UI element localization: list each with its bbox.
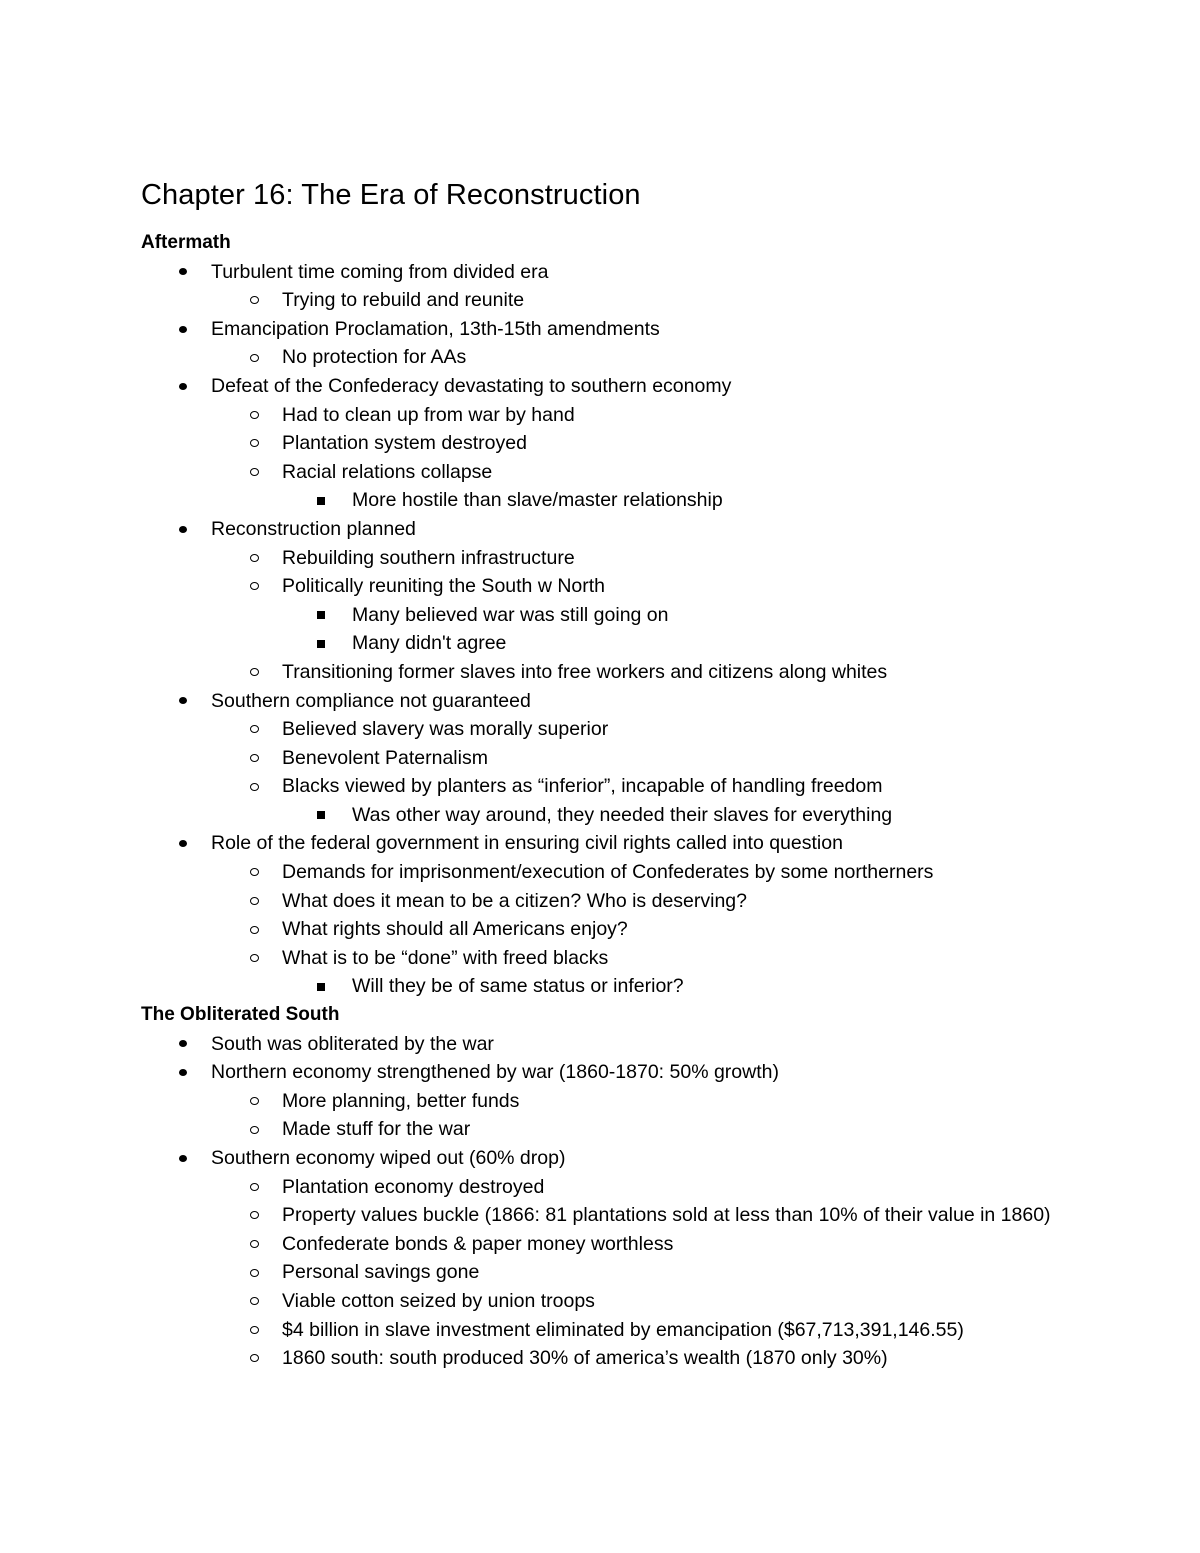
hollow-circle-bullet-icon <box>250 1115 259 1144</box>
list-item-text: Plantation system destroyed <box>282 432 527 455</box>
hollow-circle-bullet-icon <box>250 1087 259 1116</box>
list-item-text: Was other way around, they needed their slaves for everything <box>352 803 893 826</box>
list-item-text: Defeat of the Confederacy devastating to southern economy <box>211 374 732 397</box>
list-item <box>141 258 1081 287</box>
list-item <box>141 829 1081 858</box>
hollow-circle-bullet-icon <box>250 458 259 487</box>
list-item <box>141 315 1081 344</box>
square-bullet-icon <box>317 972 325 1001</box>
list-item-text: Will they be of same status or inferior? <box>352 975 684 998</box>
bullet-list <box>141 1030 1081 1373</box>
section-heading: The Obliterated South <box>141 1004 340 1026</box>
section-heading: Aftermath <box>141 232 231 253</box>
hollow-circle-bullet-icon <box>250 1316 259 1345</box>
list-item <box>141 1115 1081 1144</box>
list-item <box>141 1058 1081 1087</box>
list-item <box>141 944 1081 973</box>
document-body <box>141 229 1081 1373</box>
hollow-circle-bullet-icon <box>250 572 259 601</box>
list-item <box>141 1344 1081 1373</box>
filled-circle-bullet-icon <box>179 372 187 401</box>
list-item <box>141 601 1081 630</box>
list-item-text: South was obliterated by the war <box>211 1032 494 1055</box>
list-item <box>141 572 1081 601</box>
list-item-text: $4 billion in slave investment eliminated by emancipation ($67,713,391,146.55) <box>282 1318 964 1341</box>
list-item <box>141 286 1081 315</box>
list-item <box>141 772 1081 801</box>
list-item-text: Role of the federal government in ensuring civil rights called into question <box>211 832 843 855</box>
hollow-circle-bullet-icon <box>250 772 259 801</box>
list-item-text: Blacks viewed by planters as “inferior”, incapable of handling freedom <box>282 775 883 798</box>
list-item <box>141 687 1081 716</box>
list-item-text: Property values buckle (1866: 81 plantations sold at less than 10% of their value in 1860) <box>282 1204 1051 1227</box>
list-item-text: 1860 south: south produced 30% of america’s wealth (1870 only 30%) <box>282 1347 888 1370</box>
hollow-circle-bullet-icon <box>250 286 259 315</box>
hollow-circle-bullet-icon <box>250 887 259 916</box>
list-item-text: Viable cotton seized by union troops <box>282 1289 595 1312</box>
square-bullet-icon <box>317 801 325 830</box>
list-item <box>141 544 1081 573</box>
list-item-text: What is to be “done” with freed blacks <box>282 946 609 969</box>
filled-circle-bullet-icon <box>179 829 187 858</box>
bullet-list <box>141 258 1081 1001</box>
list-item <box>141 744 1081 773</box>
hollow-circle-bullet-icon <box>250 658 259 687</box>
list-item <box>141 458 1081 487</box>
list-item-text: Confederate bonds & paper money worthless <box>282 1232 674 1255</box>
list-item-text: Made stuff for the war <box>282 1118 471 1141</box>
hollow-circle-bullet-icon <box>250 1173 259 1202</box>
list-item <box>141 858 1081 887</box>
list-item-text: Many believed war was still going on <box>352 603 669 626</box>
list-item-text: Southern compliance not guaranteed <box>211 689 531 712</box>
list-item <box>141 515 1081 544</box>
square-bullet-icon <box>317 629 325 658</box>
list-item <box>141 915 1081 944</box>
hollow-circle-bullet-icon <box>250 715 259 744</box>
list-item <box>141 1230 1081 1259</box>
list-item-text: Northern economy strengthened by war (1860-1870: 50% growth) <box>211 1061 779 1084</box>
page-title: Chapter 16: The Era of Reconstruction <box>141 179 641 211</box>
list-item-text: Plantation economy destroyed <box>282 1175 545 1198</box>
list-item-text: Politically reuniting the South w North <box>282 575 605 598</box>
list-item <box>141 801 1081 830</box>
filled-circle-bullet-icon <box>179 515 187 544</box>
list-item-text: What rights should all Americans enjoy? <box>282 918 628 941</box>
hollow-circle-bullet-icon <box>250 915 259 944</box>
list-item <box>141 658 1081 687</box>
filled-circle-bullet-icon <box>179 1058 187 1087</box>
filled-circle-bullet-icon <box>179 687 187 716</box>
filled-circle-bullet-icon <box>179 258 187 287</box>
hollow-circle-bullet-icon <box>250 1230 259 1259</box>
hollow-circle-bullet-icon <box>250 544 259 573</box>
list-item <box>141 629 1081 658</box>
list-item-text: Believed slavery was morally superior <box>282 718 609 741</box>
list-item-text: Racial relations collapse <box>282 460 493 483</box>
list-item-text: More planning, better funds <box>282 1089 520 1112</box>
list-item-text: Rebuilding southern infrastructure <box>282 546 575 569</box>
list-item-text: No protection for AAs <box>282 346 467 369</box>
list-item <box>141 486 1081 515</box>
hollow-circle-bullet-icon <box>250 944 259 973</box>
list-item-text: What does it mean to be a citizen? Who is deserving? <box>282 889 747 912</box>
list-item-text: Emancipation Proclamation, 13th-15th amendments <box>211 317 660 340</box>
hollow-circle-bullet-icon <box>250 858 259 887</box>
hollow-circle-bullet-icon <box>250 1201 259 1230</box>
hollow-circle-bullet-icon <box>250 401 259 430</box>
list-item <box>141 1258 1081 1287</box>
list-item <box>141 1173 1081 1202</box>
list-item <box>141 1144 1081 1173</box>
list-item <box>141 1316 1081 1345</box>
document-page <box>141 176 1081 1373</box>
list-item <box>141 343 1081 372</box>
filled-circle-bullet-icon <box>179 1030 187 1059</box>
list-item <box>141 1201 1081 1230</box>
list-item <box>141 401 1081 430</box>
list-item-text: Personal savings gone <box>282 1261 480 1284</box>
hollow-circle-bullet-icon <box>250 1287 259 1316</box>
list-item <box>141 887 1081 916</box>
list-item <box>141 1287 1081 1316</box>
list-item <box>141 429 1081 458</box>
hollow-circle-bullet-icon <box>250 1258 259 1287</box>
list-item <box>141 1087 1081 1116</box>
hollow-circle-bullet-icon <box>250 1344 259 1373</box>
list-item-text: Demands for imprisonment/execution of Confederates by some northerners <box>282 861 934 884</box>
square-bullet-icon <box>317 601 325 630</box>
list-item <box>141 1030 1081 1059</box>
hollow-circle-bullet-icon <box>250 343 259 372</box>
list-item-text: Reconstruction planned <box>211 517 416 540</box>
list-item <box>141 715 1081 744</box>
square-bullet-icon <box>317 486 325 515</box>
list-item-text: Had to clean up from war by hand <box>282 403 575 426</box>
hollow-circle-bullet-icon <box>250 744 259 773</box>
list-item-text: Turbulent time coming from divided era <box>211 260 549 283</box>
list-item-text: Trying to rebuild and reunite <box>282 289 525 312</box>
list-item <box>141 972 1081 1001</box>
filled-circle-bullet-icon <box>179 1144 187 1173</box>
list-item-text: Benevolent Paternalism <box>282 746 488 769</box>
list-item-text: Transitioning former slaves into free workers and citizens along whites <box>282 660 888 683</box>
list-item <box>141 372 1081 401</box>
list-item-text: Many didn't agree <box>352 632 507 655</box>
filled-circle-bullet-icon <box>179 315 187 344</box>
list-item-text: Southern economy wiped out (60% drop) <box>211 1147 566 1169</box>
hollow-circle-bullet-icon <box>250 429 259 458</box>
list-item-text: More hostile than slave/master relationship <box>352 489 723 512</box>
